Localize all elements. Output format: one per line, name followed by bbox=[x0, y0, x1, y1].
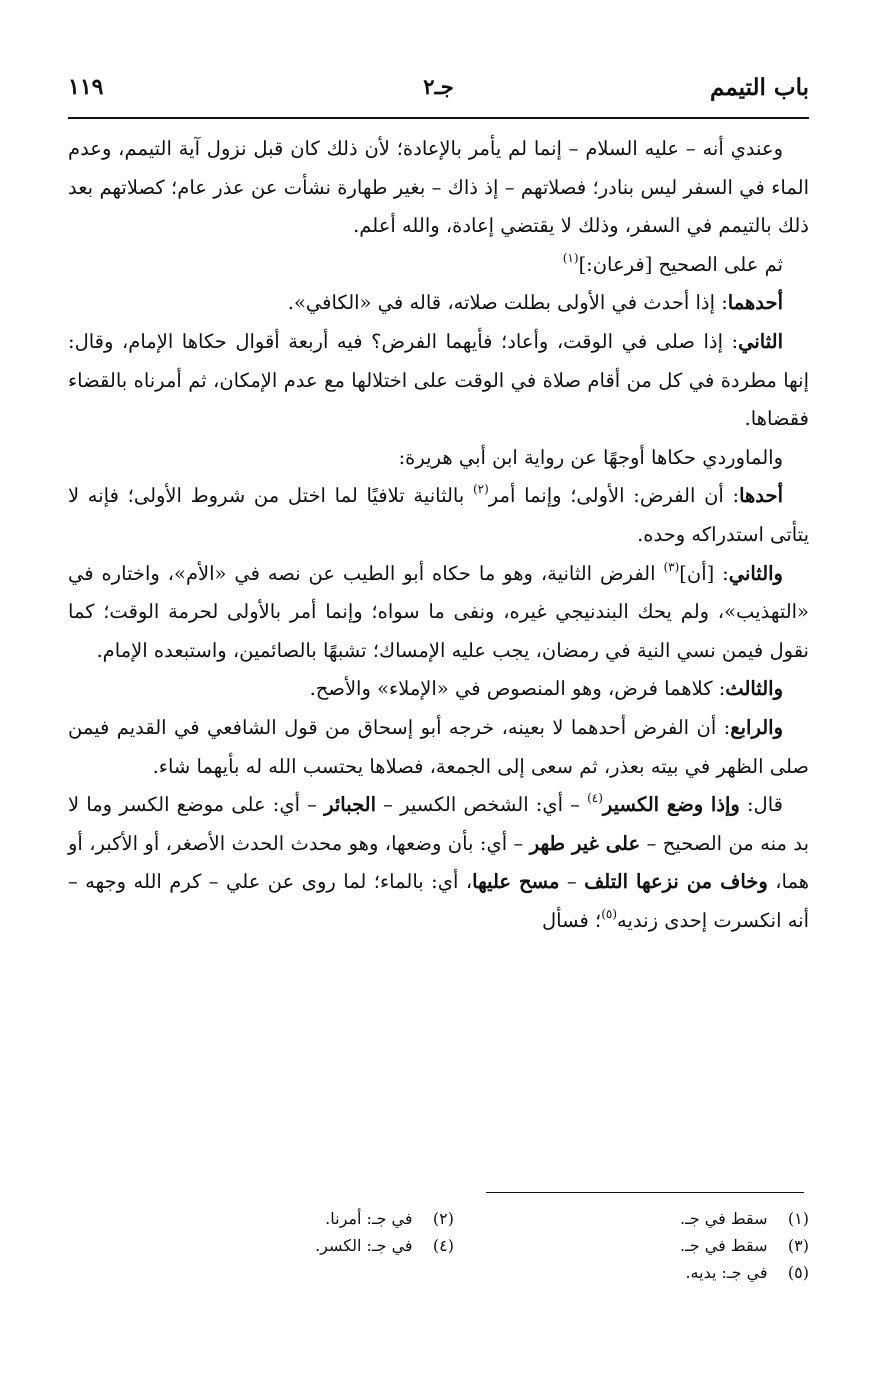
page-number: ١١٩ bbox=[68, 74, 104, 100]
main-text bbox=[68, 130, 809, 940]
footnote-2 bbox=[99, 1205, 454, 1232]
text-run: – أي: على موضع الكسر وما لا بد منه من الصحيح – bbox=[68, 793, 810, 855]
footnote-row bbox=[68, 1259, 809, 1286]
paragraph-p6 bbox=[68, 477, 809, 554]
paragraph-p9 bbox=[68, 709, 809, 786]
text-run: : [أن] bbox=[679, 561, 729, 585]
footnote-row bbox=[68, 1205, 809, 1232]
paragraph-p10 bbox=[68, 786, 809, 940]
footnote-4 bbox=[99, 1232, 454, 1259]
header-divider bbox=[68, 117, 809, 119]
footnote-number: (٥) bbox=[787, 1263, 809, 1282]
footnote-number: (١) bbox=[787, 1209, 809, 1228]
text-run: : أن الفرض أحدهما لا بعينه، خرجه أبو إسحاق من قول الشافعي في القديم فيمن صلى الظهر في بيته بعذر، ثم سعى إلى الجمعة، فصلاها يحتسب الله له بأيهما شاء. bbox=[68, 715, 809, 778]
paragraph-p4 bbox=[68, 323, 809, 439]
text-run: ؛ فسأل bbox=[541, 908, 602, 932]
bold-term: وإذا وضع الكسير bbox=[602, 793, 740, 817]
footnote-ref: (١) bbox=[562, 250, 579, 265]
paragraph-p2 bbox=[68, 246, 809, 285]
text-run: والماوردي حكاها أوجهًا عن رواية ابن أبي هريرة: bbox=[398, 445, 783, 469]
paragraph-p1 bbox=[68, 130, 809, 246]
footnote-ref: (٣) bbox=[663, 559, 680, 574]
bold-term: أحدها bbox=[739, 484, 783, 508]
footnote-text: في جـ: الكسر. bbox=[315, 1236, 413, 1255]
text-run: وعندي أنه – عليه السلام – إنما لم يأمر بالإعادة؛ لأن ذلك كان قبل نزول آية التيمم، وعدم الماء في السفر ليس بنادر؛ فصلاتهم – إذ ذاك – بغير طهارة نشأت عن عذر عام؛ كصلاتهم بعد ذلك بالتيمم في السفر، وذلك لا يقتضي إعادة، والله أعلم. bbox=[68, 137, 809, 238]
bold-term: على غير طهر bbox=[529, 831, 641, 855]
bold-term: الثاني bbox=[738, 329, 783, 353]
bold-term: والثالث bbox=[725, 677, 783, 701]
text-run: : كلاهما فرض، وهو المنصوص في «الإملاء» والأصح. bbox=[309, 677, 726, 701]
paragraph-p5 bbox=[68, 439, 809, 478]
footnote-number: (٢) bbox=[432, 1209, 454, 1228]
footnote-5 bbox=[454, 1259, 809, 1286]
bold-term: مسح عليها bbox=[472, 870, 560, 894]
footnote-ref: (٢) bbox=[472, 482, 489, 497]
volume-label: جـ٢ bbox=[423, 74, 454, 99]
text-run: : أن الفرض: الأولى؛ وإنما أمر bbox=[488, 484, 740, 508]
footnote-text: في جـ: يديه. bbox=[685, 1263, 768, 1282]
bold-term: أحدهما bbox=[727, 291, 783, 315]
text-run: – أي: بأن وضعها، وهو محدث الحدث الأصغر، أو الأكبر، أو هما، bbox=[68, 831, 809, 894]
text-run: : إذا أحدث في الأولى بطلت صلاته، قاله في «الكافي». bbox=[287, 291, 728, 315]
footnote-ref: (٤) bbox=[587, 791, 603, 806]
footnote-row bbox=[68, 1232, 809, 1259]
footnotes bbox=[68, 1205, 809, 1286]
bold-term: والرابع bbox=[730, 715, 783, 739]
text-run: : إذا صلى في الوقت، وأعاد؛ فأيهما الفرض؟ فيه أربعة أقوال حكاها الإمام، وقال: إنها مطردة في كل من أقام صلاة في الوقت على اختلالها مع عدم الإمكان، ثم أمرناه بالقضاء فقضاها. bbox=[68, 329, 809, 431]
text-run: ثم على الصحيح [فرعان:] bbox=[578, 252, 783, 276]
chapter-title: باب التيمم bbox=[710, 74, 809, 101]
text-run: – bbox=[559, 870, 585, 894]
text-run: بالثانية تلافيًا لما اختل من شروط الأولى؛ فإنه لا يتأتى استدراكه وحده. bbox=[68, 484, 809, 546]
footnote-text: في جـ: أمرنا. bbox=[325, 1209, 413, 1228]
footnote-divider bbox=[486, 1192, 804, 1193]
bold-term: وخاف من نزعها التلف bbox=[584, 870, 768, 894]
footnote-text: سقط في جـ. bbox=[680, 1236, 768, 1255]
text-run: الفرض الثانية، وهو ما حكاه أبو الطيب عن نصه في «الأم»، واختاره في «التهذيب»، ولم يحك البندنيجي غيره، ونفى ما سواه؛ وإنما أمر بالأولى لحرمة الوقت؛ كما نقول فيمن نسي النية في رمضان، يجب عليه الإمساك؛ تشبهًا بالصائمين، واستبعده الإمام. bbox=[68, 561, 809, 662]
bold-term: الجبائر bbox=[324, 793, 377, 817]
footnote-number: (٤) bbox=[432, 1236, 454, 1255]
footnote-number: (٣) bbox=[787, 1236, 809, 1255]
footnote-1 bbox=[454, 1205, 809, 1232]
paragraph-p7 bbox=[68, 555, 809, 671]
running-header bbox=[68, 70, 809, 110]
footnote-3 bbox=[454, 1232, 809, 1259]
paragraph-p8 bbox=[68, 670, 809, 709]
text-run: – أي: الشخص الكسير – bbox=[376, 793, 588, 817]
footnote-ref: (٥) bbox=[601, 906, 618, 921]
footnote-text: سقط في جـ. bbox=[680, 1209, 768, 1228]
bold-term: والثاني bbox=[728, 561, 783, 585]
text-run: قال: bbox=[739, 793, 783, 817]
paragraph-p3 bbox=[68, 284, 809, 323]
text-run: ، أي: بالماء؛ لما روى عن علي – كرم الله وجهه – أنه انكسرت إحدى زنديه bbox=[68, 870, 809, 932]
